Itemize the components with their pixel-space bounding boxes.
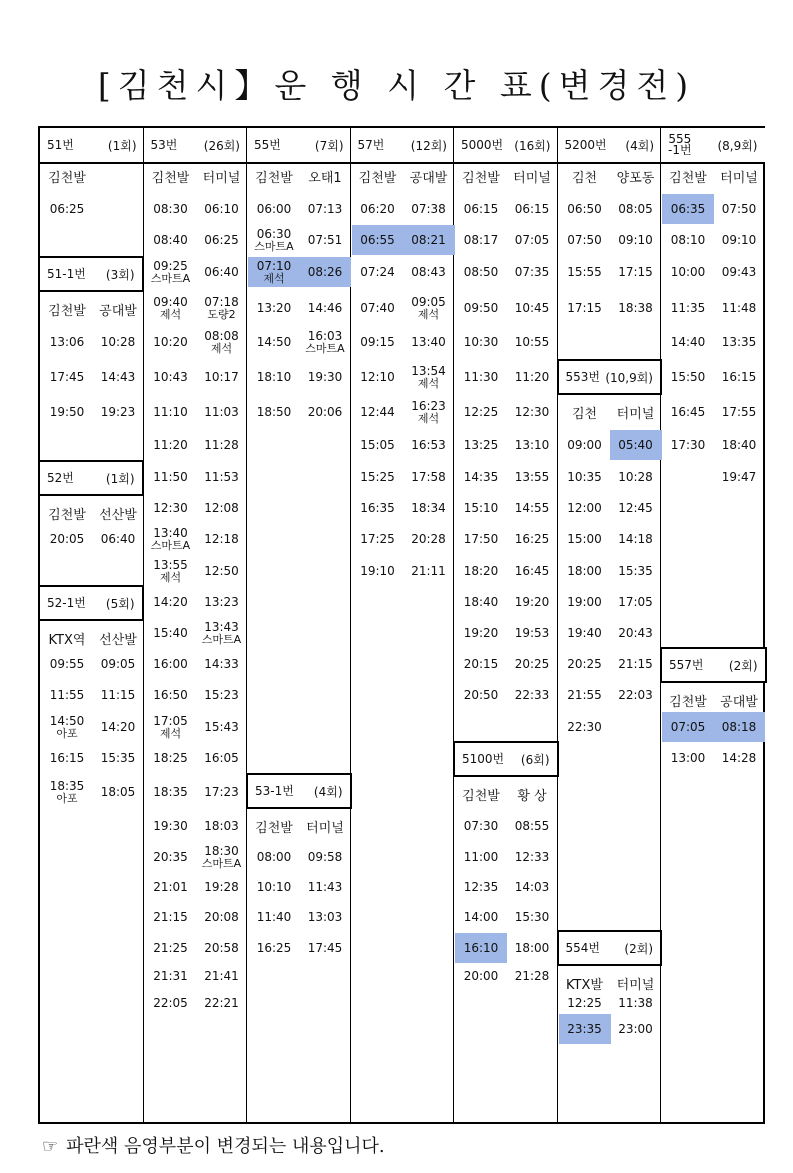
route-header bbox=[246, 773, 352, 809]
route-runs: (6회) bbox=[520, 752, 550, 767]
time-cell: 07:35 bbox=[514, 264, 550, 279]
column-head: 김천발 bbox=[255, 820, 293, 836]
time-cell: 09:10 bbox=[721, 232, 757, 247]
route-runs: (3회) bbox=[105, 267, 135, 282]
time-cell: 16:50 bbox=[153, 687, 188, 702]
time-cell: 21:15 bbox=[618, 656, 653, 671]
time-cell: 13:25 bbox=[463, 437, 499, 452]
time-cell: 15:40 bbox=[153, 625, 188, 640]
route-header bbox=[557, 359, 663, 395]
time-cell: 13:00 bbox=[670, 750, 706, 765]
time-cell: 11:30 bbox=[463, 369, 499, 384]
time-cell: 11:35 bbox=[670, 300, 706, 315]
time-cell: 19:53 bbox=[514, 625, 550, 640]
time-cell: 14:40 bbox=[670, 334, 706, 349]
time-cell: 07:10 제석 bbox=[248, 257, 300, 287]
time-cell: 11:53 bbox=[204, 469, 239, 484]
time-cell: 10:00 bbox=[670, 264, 706, 279]
time-cell: 20:35 bbox=[153, 849, 188, 864]
time-cell: 19:30 bbox=[307, 369, 343, 384]
time-cell: 12:44 bbox=[360, 404, 395, 419]
route-number: 53번 bbox=[150, 137, 178, 152]
time-cell: 12:35 bbox=[463, 879, 499, 894]
time-cell: 21:41 bbox=[204, 968, 239, 983]
time-cell: 22:03 bbox=[618, 687, 653, 702]
time-cell: 16:25 bbox=[514, 531, 550, 546]
time-cell: 17:23 bbox=[204, 784, 239, 799]
time-cell: 17:15 bbox=[567, 300, 602, 315]
time-cell: 14:28 bbox=[721, 750, 757, 765]
column-head: 터미널 bbox=[306, 820, 344, 836]
time-cell: 12:50 bbox=[204, 563, 239, 578]
column-head: 터미널 bbox=[513, 170, 551, 186]
route-number: 5100번 bbox=[462, 751, 505, 766]
route-header bbox=[660, 128, 765, 164]
time-cell: 08:08 제석 bbox=[204, 329, 239, 355]
route-runs: (1회) bbox=[105, 471, 135, 486]
time-cell: 12:18 bbox=[204, 531, 239, 546]
column-head: 양포동 bbox=[616, 170, 655, 186]
time-cell: 14:20 bbox=[100, 719, 136, 734]
time-cell: 23:35 bbox=[559, 1014, 611, 1044]
column-head: 터미널 bbox=[720, 170, 758, 186]
time-cell: 12:25 bbox=[463, 404, 499, 419]
time-cell: 08:05 bbox=[618, 201, 653, 216]
time-cell: 18:40 bbox=[463, 594, 499, 609]
time-cell: 15:23 bbox=[204, 687, 239, 702]
time-cell: 18:30 스마트A bbox=[201, 844, 242, 870]
time-cell: 09:43 bbox=[721, 264, 757, 279]
time-cell: 08:30 bbox=[153, 201, 188, 216]
time-cell: 12:45 bbox=[618, 500, 653, 515]
time-cell: 13:06 bbox=[49, 334, 85, 349]
time-cell: 16:10 bbox=[455, 933, 507, 963]
time-cell: 22:30 bbox=[567, 719, 602, 734]
time-cell: 21:25 bbox=[153, 940, 188, 955]
time-cell: 16:23 제석 bbox=[411, 399, 446, 425]
column-head: KTX역 bbox=[48, 632, 86, 648]
time-cell: 20:25 bbox=[567, 656, 602, 671]
time-cell: 17:58 bbox=[411, 469, 446, 484]
route-number: 52-1번 bbox=[47, 595, 86, 610]
route-runs: (2회) bbox=[624, 941, 653, 956]
time-cell: 14:03 bbox=[514, 879, 550, 894]
time-cell: 12:00 bbox=[567, 500, 602, 515]
time-cell: 17:55 bbox=[721, 404, 757, 419]
time-cell: 09:58 bbox=[307, 849, 343, 864]
time-cell: 08:26 bbox=[299, 257, 351, 287]
time-cell: 08:10 bbox=[670, 232, 706, 247]
time-cell: 22:05 bbox=[153, 995, 188, 1010]
time-cell: 15:55 bbox=[567, 264, 602, 279]
column-head: 김천발 bbox=[255, 170, 293, 186]
route-number: 53-1번 bbox=[255, 783, 294, 798]
time-cell: 16:03 스마트A bbox=[305, 329, 345, 355]
column-head: 김천발 bbox=[669, 694, 707, 710]
time-cell: 17:25 bbox=[360, 531, 395, 546]
time-cell bbox=[92, 194, 144, 224]
time-cell: 15:30 bbox=[514, 909, 550, 924]
pointing-hand-icon: ☞ bbox=[42, 1136, 59, 1157]
footer-note bbox=[42, 1132, 385, 1158]
route-header bbox=[246, 128, 351, 164]
route-runs: (5회) bbox=[105, 596, 135, 611]
route-number: 554번 bbox=[565, 940, 600, 955]
route-header bbox=[38, 256, 144, 292]
time-cell: 10:35 bbox=[567, 469, 602, 484]
route-number: 555 -1번 bbox=[668, 132, 692, 157]
time-cell: 21:11 bbox=[411, 563, 446, 578]
time-cell: 08:00 bbox=[256, 849, 292, 864]
time-cell: 22:21 bbox=[204, 995, 239, 1010]
time-cell: 06:50 bbox=[567, 201, 602, 216]
time-cell: 20:00 bbox=[463, 968, 499, 983]
time-cell: 18:20 bbox=[463, 563, 499, 578]
route-header bbox=[350, 128, 455, 164]
route-header bbox=[453, 128, 558, 164]
time-cell: 11:10 bbox=[153, 404, 188, 419]
column-head: 김천발 bbox=[151, 170, 190, 186]
route-number: 553번 bbox=[565, 369, 600, 384]
time-cell: 11:20 bbox=[514, 369, 550, 384]
route-runs: (12회) bbox=[410, 138, 447, 153]
time-cell: 13:40 bbox=[411, 334, 446, 349]
time-cell: 23:00 bbox=[618, 1021, 653, 1036]
time-cell: 19:20 bbox=[514, 594, 550, 609]
time-cell: 15:43 bbox=[204, 719, 239, 734]
column-head: 선산발 bbox=[99, 632, 137, 648]
time-cell: 09:50 bbox=[463, 300, 499, 315]
time-cell: 06:00 bbox=[256, 201, 292, 216]
time-cell: 17:30 bbox=[670, 437, 706, 452]
column-head: 공대발 bbox=[99, 303, 137, 319]
route-header bbox=[38, 460, 144, 496]
time-cell: 17:05 bbox=[618, 594, 653, 609]
footer-text: 파란색 음영부분이 변경되는 내용입니다. bbox=[66, 1136, 385, 1157]
time-cell: 20:43 bbox=[618, 625, 653, 640]
time-cell: 07:30 bbox=[463, 818, 499, 833]
timetable bbox=[38, 126, 765, 1124]
route-runs: (2회) bbox=[728, 658, 758, 673]
time-cell: 07:05 bbox=[514, 232, 550, 247]
time-cell: 16:45 bbox=[514, 563, 550, 578]
route-runs: (16회) bbox=[514, 138, 551, 153]
time-cell: 18:50 bbox=[256, 404, 292, 419]
time-cell: 16:53 bbox=[411, 437, 446, 452]
route-runs: (7회) bbox=[314, 138, 344, 153]
time-cell: 12:30 bbox=[514, 404, 550, 419]
time-cell: 17:15 bbox=[618, 264, 653, 279]
time-cell: 20:15 bbox=[463, 656, 499, 671]
time-cell: 09:25 스마트A bbox=[150, 259, 191, 285]
time-cell: 11:28 bbox=[204, 437, 239, 452]
time-cell: 14:33 bbox=[204, 656, 239, 671]
route-number: 5200번 bbox=[564, 137, 607, 152]
time-cell: 14:00 bbox=[463, 909, 499, 924]
time-cell: 14:50 아포 bbox=[49, 714, 85, 740]
time-cell: 11:40 bbox=[256, 909, 292, 924]
time-cell: 16:15 bbox=[721, 369, 757, 384]
time-cell: 11:15 bbox=[100, 687, 136, 702]
time-cell: 06:25 bbox=[49, 201, 85, 216]
route-header bbox=[38, 585, 144, 621]
time-cell: 19:30 bbox=[153, 818, 188, 833]
time-cell: 18:00 bbox=[514, 940, 550, 955]
time-cell: 17:45 bbox=[307, 940, 343, 955]
column-head: 공대발 bbox=[409, 170, 448, 186]
time-cell: 14:46 bbox=[307, 300, 343, 315]
route-number: 55번 bbox=[254, 137, 281, 152]
time-cell: 10:45 bbox=[514, 300, 550, 315]
column-head: 황 상 bbox=[517, 788, 547, 804]
route-runs: (4회) bbox=[313, 784, 343, 799]
route-number: 557번 bbox=[669, 657, 704, 672]
time-cell: 11:48 bbox=[721, 300, 757, 315]
column-head: 터미널 bbox=[202, 170, 241, 186]
route-number: 52번 bbox=[47, 470, 74, 485]
time-cell: 07:50 bbox=[721, 201, 757, 216]
time-cell: 21:28 bbox=[514, 968, 550, 983]
time-cell: 15:35 bbox=[100, 750, 136, 765]
time-cell: 10:28 bbox=[618, 469, 653, 484]
time-cell: 07:50 bbox=[567, 232, 602, 247]
time-cell: 06:15 bbox=[514, 201, 550, 216]
time-cell: 14:20 bbox=[153, 594, 188, 609]
time-cell: 08:17 bbox=[463, 232, 499, 247]
page-title: [김천시】운 행 시 간 표(변경전) bbox=[97, 66, 696, 105]
time-cell: 09:15 bbox=[360, 334, 395, 349]
time-cell: 19:00 bbox=[567, 594, 602, 609]
route-runs: (8,9회) bbox=[717, 138, 758, 153]
time-cell: 16:05 bbox=[204, 750, 239, 765]
time-cell: 17:05 제석 bbox=[153, 714, 188, 740]
time-cell: 13:43 스마트A bbox=[201, 620, 242, 646]
time-cell: 09:00 bbox=[567, 437, 602, 452]
route-number: 51번 bbox=[47, 137, 74, 152]
time-cell: 21:31 bbox=[153, 968, 188, 983]
route-runs: (4회) bbox=[625, 138, 654, 153]
time-cell: 15:50 bbox=[670, 369, 706, 384]
time-cell: 20:05 bbox=[49, 531, 85, 546]
time-cell: 12:25 bbox=[567, 995, 602, 1010]
time-cell: 16:45 bbox=[670, 404, 706, 419]
time-cell: 13:55 제석 bbox=[153, 558, 188, 584]
route-runs: (10,9회) bbox=[605, 370, 653, 385]
time-cell: 14:18 bbox=[618, 531, 653, 546]
time-cell: 19:50 bbox=[49, 404, 85, 419]
time-cell: 15:00 bbox=[567, 531, 602, 546]
time-cell: 13:55 bbox=[514, 469, 550, 484]
time-cell: 07:24 bbox=[360, 264, 395, 279]
time-cell: 16:35 bbox=[360, 500, 395, 515]
column-head: 김천발 bbox=[669, 170, 707, 186]
time-cell: 15:25 bbox=[360, 469, 395, 484]
time-cell: 19:10 bbox=[360, 563, 395, 578]
time-cell: 10:43 bbox=[153, 369, 188, 384]
time-cell bbox=[662, 462, 714, 492]
time-cell: 14:50 bbox=[256, 334, 292, 349]
column-head: 터미널 bbox=[616, 406, 655, 422]
time-cell: 11:03 bbox=[204, 404, 239, 419]
column-head: 터미널 bbox=[616, 977, 655, 993]
time-cell: 13:54 제석 bbox=[411, 364, 446, 390]
time-cell: 16:15 bbox=[49, 750, 85, 765]
time-cell: 17:45 bbox=[49, 369, 85, 384]
column-head: 김천 bbox=[571, 406, 598, 422]
time-cell: 08:43 bbox=[411, 264, 446, 279]
time-cell: 09:10 bbox=[618, 232, 653, 247]
route-header bbox=[557, 128, 662, 164]
time-cell: 18:25 bbox=[153, 750, 188, 765]
time-cell: 06:30 스마트A bbox=[254, 227, 294, 253]
time-cell: 12:08 bbox=[204, 500, 239, 515]
time-cell: 09:05 bbox=[100, 656, 136, 671]
time-cell: 18:05 bbox=[100, 784, 136, 799]
time-cell: 09:55 bbox=[49, 656, 85, 671]
time-cell: 06:15 bbox=[463, 201, 499, 216]
time-cell: 20:50 bbox=[463, 687, 499, 702]
time-cell: 15:05 bbox=[360, 437, 395, 452]
time-cell: 19:28 bbox=[204, 879, 239, 894]
time-cell: 20:08 bbox=[204, 909, 239, 924]
time-cell: 21:55 bbox=[567, 687, 602, 702]
time-cell: 21:01 bbox=[153, 879, 188, 894]
time-cell: 07:40 bbox=[360, 300, 395, 315]
time-cell: 19:23 bbox=[100, 404, 136, 419]
route-header bbox=[453, 741, 559, 777]
time-cell: 12:30 bbox=[153, 500, 188, 515]
time-cell: 18:35 bbox=[153, 784, 188, 799]
time-cell: 13:40 스마트A bbox=[150, 526, 191, 552]
time-cell: 22:33 bbox=[514, 687, 550, 702]
column-head: 김천발 bbox=[48, 507, 86, 523]
time-cell: 13:23 bbox=[204, 594, 239, 609]
time-cell: 07:18 도량2 bbox=[204, 295, 239, 321]
route-header bbox=[557, 930, 663, 966]
time-cell: 14:35 bbox=[463, 469, 499, 484]
time-cell: 10:17 bbox=[204, 369, 239, 384]
time-cell: 12:33 bbox=[514, 849, 550, 864]
column-head: 김천발 bbox=[48, 170, 86, 186]
column-head: 오태1 bbox=[308, 170, 342, 186]
time-cell: 06:55 bbox=[352, 225, 404, 255]
time-cell: 20:58 bbox=[204, 940, 239, 955]
time-cell: 05:40 bbox=[610, 430, 662, 460]
time-cell: 09:40 제석 bbox=[153, 295, 188, 321]
time-cell: 20:06 bbox=[307, 404, 343, 419]
time-cell: 18:00 bbox=[567, 563, 602, 578]
time-cell: 07:38 bbox=[411, 201, 446, 216]
time-cell: 16:25 bbox=[256, 940, 292, 955]
column-head: 공대발 bbox=[720, 694, 758, 710]
column-head: 김천발 bbox=[48, 303, 86, 319]
time-cell: 08:55 bbox=[514, 818, 550, 833]
time-cell: 14:43 bbox=[100, 369, 136, 384]
column-head: 김천발 bbox=[462, 788, 500, 804]
time-cell: 13:35 bbox=[721, 334, 757, 349]
time-cell: 07:05 bbox=[662, 712, 714, 742]
column-head: 김천 bbox=[571, 170, 598, 186]
route-number: 5000번 bbox=[461, 137, 504, 152]
time-cell: 21:15 bbox=[153, 909, 188, 924]
time-cell: 12:10 bbox=[360, 369, 395, 384]
time-cell: 11:43 bbox=[307, 879, 343, 894]
time-cell: 18:35 아포 bbox=[49, 779, 85, 805]
column-head: 선산발 bbox=[99, 507, 137, 523]
route-number: 51-1번 bbox=[47, 266, 86, 281]
time-cell: 13:20 bbox=[256, 300, 292, 315]
time-cell: 08:18 bbox=[713, 712, 765, 742]
time-cell: 14:55 bbox=[514, 500, 550, 515]
time-cell: 06:35 bbox=[662, 194, 714, 224]
time-cell: 06:40 bbox=[100, 531, 136, 546]
time-cell: 19:47 bbox=[721, 469, 757, 484]
column-head bbox=[92, 167, 144, 189]
time-cell: 06:10 bbox=[204, 201, 239, 216]
time-cell: 10:30 bbox=[463, 334, 499, 349]
time-cell: 20:25 bbox=[514, 656, 550, 671]
time-cell: 18:34 bbox=[411, 500, 446, 515]
time-cell: 08:40 bbox=[153, 232, 188, 247]
time-cell: 11:20 bbox=[153, 437, 188, 452]
time-cell: 10:55 bbox=[514, 334, 550, 349]
time-cell: 11:00 bbox=[463, 849, 499, 864]
time-cell: 13:10 bbox=[514, 437, 550, 452]
time-cell: 10:20 bbox=[153, 334, 188, 349]
time-cell: 18:40 bbox=[721, 437, 757, 452]
time-cell: 15:10 bbox=[463, 500, 499, 515]
time-cell: 07:51 bbox=[307, 232, 343, 247]
route-header bbox=[40, 128, 144, 164]
column-head: 김천발 bbox=[462, 170, 500, 186]
route-runs: (26회) bbox=[203, 138, 240, 153]
time-cell: 08:21 bbox=[403, 225, 455, 255]
time-cell: 20:28 bbox=[411, 531, 446, 546]
time-cell: 09:05 제석 bbox=[411, 295, 446, 321]
time-cell: 08:50 bbox=[463, 264, 499, 279]
column-head: KTX발 bbox=[566, 977, 603, 993]
route-runs: (1회) bbox=[107, 138, 137, 153]
route-number: 57번 bbox=[357, 137, 385, 152]
time-cell: 06:20 bbox=[360, 201, 395, 216]
time-cell: 10:10 bbox=[256, 879, 292, 894]
route-header bbox=[660, 647, 767, 683]
time-cell: 11:50 bbox=[153, 469, 188, 484]
time-cell: 15:35 bbox=[618, 563, 653, 578]
time-cell: 13:03 bbox=[307, 909, 343, 924]
time-cell: 18:03 bbox=[204, 818, 239, 833]
time-cell: 11:55 bbox=[49, 687, 85, 702]
time-cell: 19:20 bbox=[463, 625, 499, 640]
time-cell: 19:40 bbox=[567, 625, 602, 640]
time-cell: 17:50 bbox=[463, 531, 499, 546]
route-header bbox=[143, 128, 248, 164]
time-cell: 06:40 bbox=[204, 264, 239, 279]
time-cell: 18:38 bbox=[618, 300, 653, 315]
time-cell: 16:00 bbox=[153, 656, 188, 671]
time-cell: 07:13 bbox=[307, 201, 343, 216]
time-cell: 06:25 bbox=[204, 232, 239, 247]
time-cell: 10:28 bbox=[100, 334, 136, 349]
time-cell bbox=[610, 712, 662, 742]
time-cell: 18:10 bbox=[256, 369, 292, 384]
column-head: 김천발 bbox=[358, 170, 397, 186]
time-cell: 11:38 bbox=[618, 995, 653, 1010]
